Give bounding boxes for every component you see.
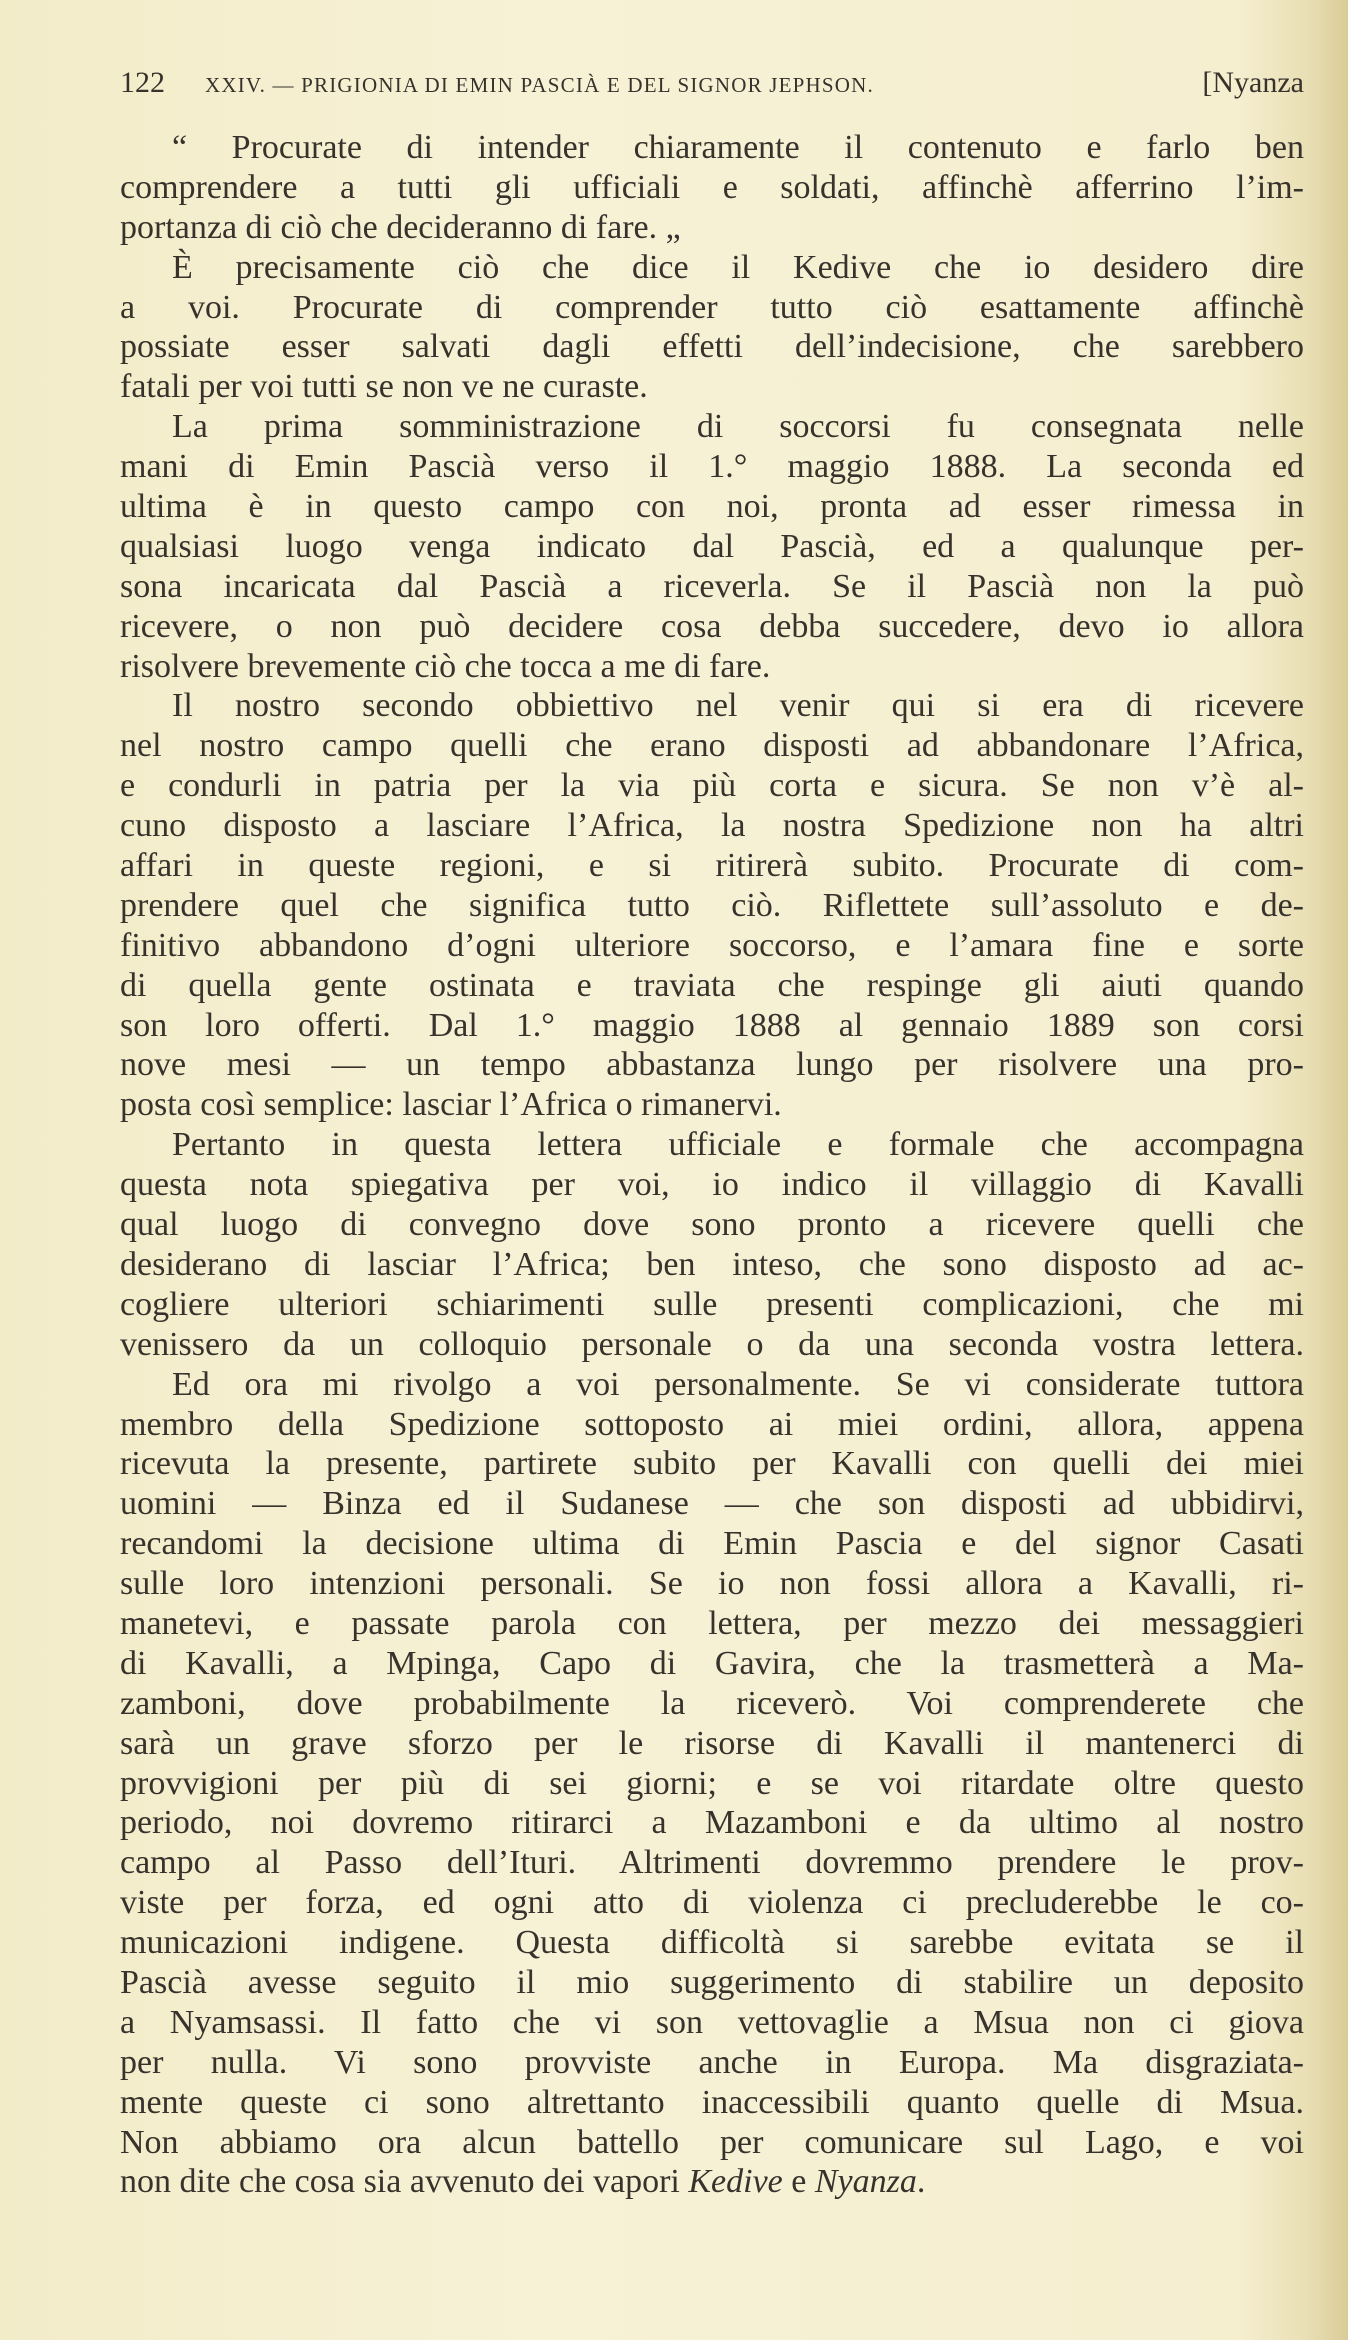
text-line: ricevere, o non può decidere cosa debba succedere, devo io allora: [120, 607, 1304, 645]
text-line: Pertanto in questa lettera ufficiale e formale che accompagna: [172, 1126, 1304, 1164]
text-line: affari in queste regioni, e si ritirerà subito. Procurate di com-: [120, 847, 1304, 885]
text-line: sarà un grave sforzo per le risorse di Kavalli il mantenerci di: [120, 1724, 1304, 1762]
text-line: municazioni indigene. Questa difficoltà si sarebbe evitata se il: [120, 1924, 1304, 1962]
text-line: [120, 2162, 1304, 2202]
running-title: XXIV. — PRIGIONIA DI EMIN PASCIÀ E DEL SIGNOR JEPHSON.: [205, 73, 874, 97]
text-line: Il nostro secondo obbiettivo nel venir qui si era di ricevere: [172, 687, 1304, 725]
section-mark: [Nyanza: [1202, 66, 1304, 99]
text-line: risolvere brevemente ciò che tocca a me di fare.: [120, 647, 771, 685]
text-line: cogliere ulteriori schiarimenti sulle presenti complicazioni, che mi: [120, 1285, 1304, 1323]
text-line: nel nostro campo quelli che erano disposti ad abbandonare l’Africa,: [120, 727, 1304, 765]
text-line: a voi. Procurate di comprender tutto ciò esattamente affinchè: [120, 288, 1304, 326]
text-line: sona incaricata dal Pascià a riceverla. Se il Pascià non la può: [120, 567, 1304, 605]
text-line: nove mesi — un tempo abbastanza lungo per risolvere una pro-: [120, 1046, 1304, 1084]
text-segment: e: [782, 2163, 815, 2201]
text-line: di Kavalli, a Mpinga, Capo di Gavira, che la trasmetterà a Ma-: [120, 1644, 1304, 1682]
text-line: Pascià avesse seguito il mio suggerimento di stabilire un deposito: [120, 1963, 1304, 2001]
text-line: ultima è in questo campo con noi, pronta ad esser rimessa in: [120, 488, 1304, 526]
body-text: [120, 128, 1304, 2202]
text-line: qualsiasi luogo venga indicato dal Pascià, ed a qualunque per-: [120, 527, 1304, 565]
text-line: manetevi, e passate parola con lettera, per mezzo dei messaggieri: [120, 1604, 1304, 1642]
text-line: La prima somministrazione di soccorsi fu consegnata nelle: [172, 408, 1304, 446]
text-line: venissero da un colloquio personale o da una seconda vostra lettera.: [120, 1325, 1304, 1363]
text-line: “ Procurate di intender chiaramente il contenuto e farlo ben: [172, 129, 1304, 166]
text-line: questa nota spiegativa per voi, io indico il villaggio di Kavalli: [120, 1166, 1304, 1204]
text-line: uomini — Binza ed il Sudanese — che son disposti ad ubbidirvi,: [120, 1485, 1304, 1523]
text-line: È precisamente ciò che dice il Kedive che io desidero dire: [172, 248, 1304, 286]
text-segment: .: [916, 2163, 926, 2201]
text-line: Ed ora mi rivolgo a voi personalmente. Se vi considerate tuttora: [172, 1365, 1304, 1403]
text-line: qual luogo di convegno dove sono pronto a ricevere quelli che: [120, 1206, 1304, 1244]
text-line: Non abbiamo ora alcun battello per comunicare sul Lago, e voi: [120, 2123, 1304, 2161]
text-line: di quella gente ostinata e traviata che respinge gli aiuti quando: [120, 966, 1304, 1004]
text-line: periodo, noi dovremo ritirarci a Mazamboni e da ultimo al nostro: [120, 1804, 1304, 1842]
text-line: son loro offerti. Dal 1.° maggio 1888 al gennaio 1889 son corsi: [120, 1006, 1304, 1044]
text-line: provvigioni per più di sei giorni; e se voi ritardate oltre questo: [120, 1764, 1304, 1802]
text-line: mani di Emin Pascià verso il 1.° maggio 1888. La seconda ed: [120, 448, 1304, 486]
text-line: posta così semplice: lasciar l’Africa o rimanervi.: [120, 1086, 782, 1124]
text-line: comprendere a tutti gli ufficiali e soldati, affinchè afferrino l’im-: [120, 168, 1304, 206]
text-line: zamboni, dove probabilmente la riceverò. Voi comprenderete che: [120, 1684, 1304, 1722]
text-line: a Nyamsassi. Il fatto che vi son vettovaglie a Msua non ci giova: [120, 2003, 1304, 2041]
text-line: per nulla. Vi sono provviste anche in Europa. Ma disgraziata-: [120, 2043, 1304, 2081]
text-line: desiderano di lasciar l’Africa; ben inteso, che sono disposto ad ac-: [120, 1245, 1304, 1283]
text-line: finitivo abbandono d’ogni ulteriore soccorso, e l’amara fine e sorte: [120, 926, 1304, 964]
page-number: 122: [120, 66, 165, 99]
text-line: ricevuta la presente, partirete subito per Kavalli con quelli dei miei: [120, 1445, 1304, 1483]
text-line: membro della Spedizione sottoposto ai miei ordini, allora, appena: [120, 1405, 1304, 1443]
italic-ship-name: Kedive: [688, 2163, 783, 2201]
text-line: fatali per voi tutti se non ve ne curaste.: [120, 368, 648, 406]
text-line: cuno disposto a lasciare l’Africa, la nostra Spedizione non ha altri: [120, 807, 1304, 845]
text-line: portanza di ciò che decideranno di fare. „: [120, 208, 681, 246]
text-line: mente queste ci sono altrettanto inaccessibili quanto quelle di Msua.: [120, 2083, 1304, 2121]
text-line: recandomi la decisione ultima di Emin Pascia e del signor Casati: [120, 1525, 1304, 1563]
running-header: [120, 66, 1304, 106]
text-line: viste per forza, ed ogni atto di violenza ci precluderebbe le co-: [120, 1884, 1304, 1922]
text-segment: non dite che cosa sia avvenuto dei vapori: [120, 2163, 689, 2201]
text-line: e condurli in patria per la via più corta e sicura. Se non v’è al-: [120, 767, 1304, 805]
text-line: sulle loro intenzioni personali. Se io non fossi allora a Kavalli, ri-: [120, 1565, 1304, 1603]
text-line: possiate esser salvati dagli effetti dell’indecisione, che sarebbero: [120, 328, 1304, 366]
italic-ship-name: Nyanza: [814, 2163, 917, 2201]
text-line: prendere quel che significa tutto ciò. Riflettete sull’assoluto e de-: [120, 886, 1304, 924]
text-line: campo al Passo dell’Ituri. Altrimenti dovremmo prendere le prov-: [120, 1844, 1304, 1882]
